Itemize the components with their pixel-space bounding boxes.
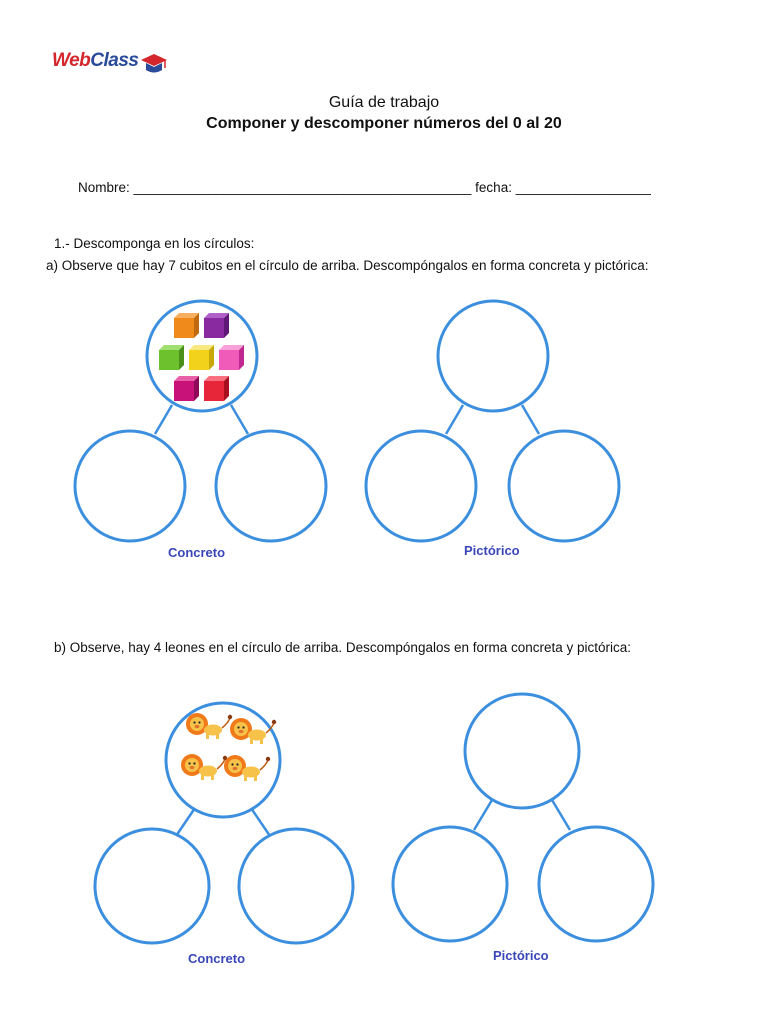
right-circle-a-concrete[interactable] — [216, 431, 326, 541]
lion-icon — [186, 713, 232, 739]
page-subtitle: Componer y descomponer números del 0 al 20 — [206, 115, 562, 132]
logo-web-text: Web — [52, 50, 91, 71]
lion-icon — [181, 754, 227, 780]
cube-icon — [174, 376, 199, 401]
date-blank: __________________ — [515, 180, 651, 195]
cube-icon — [204, 313, 229, 338]
logo-class-text: Class — [90, 50, 139, 71]
cube-icon — [204, 376, 229, 401]
lion-icon — [224, 755, 270, 781]
label-concrete-b: Concreto — [188, 951, 246, 966]
date-label: fecha: — [475, 180, 512, 195]
name-blank: _____________________________________________ — [133, 180, 472, 195]
question-b: b) Observe, hay 4 leones en el círculo de arriba. Descompóngalos en forma concreta y pictórica: — [54, 640, 632, 655]
question-1: 1.- Descomponga en los círculos: — [54, 236, 255, 251]
cube-icon — [189, 345, 214, 370]
left-circle-b-concrete[interactable] — [95, 829, 209, 943]
diagram-a-concrete — [75, 301, 326, 541]
right-circle-a-pictorial[interactable] — [509, 431, 619, 541]
diagram-b-pictorial — [393, 694, 653, 941]
cube-icon — [219, 345, 244, 370]
label-concrete-a: Concreto — [168, 545, 226, 560]
name-label: Nombre: — [78, 180, 130, 195]
label-pictorial-a: Pictórico — [464, 543, 520, 558]
left-circle-b-pictorial[interactable] — [393, 827, 507, 941]
page-title: Guía de trabajo — [328, 94, 440, 111]
top-circle-a-pictorial[interactable] — [438, 301, 548, 411]
right-circle-b-pictorial[interactable] — [539, 827, 653, 941]
cube-icon — [159, 345, 184, 370]
top-circle-b-pictorial[interactable] — [465, 694, 579, 808]
label-pictorial-b: Pictórico — [493, 948, 549, 963]
diagram-a-pictorial — [366, 301, 619, 541]
cube-icon — [174, 313, 199, 338]
question-a: a) Observe que hay 7 cubitos en el círculo de arriba. Descompóngalos en forma concreta y pictórica: — [46, 258, 649, 273]
right-circle-b-concrete[interactable] — [239, 829, 353, 943]
diagram-b-concrete — [95, 703, 353, 943]
left-circle-a-pictorial[interactable] — [366, 431, 476, 541]
left-circle-a-concrete[interactable] — [75, 431, 185, 541]
lion-icon — [230, 718, 276, 744]
